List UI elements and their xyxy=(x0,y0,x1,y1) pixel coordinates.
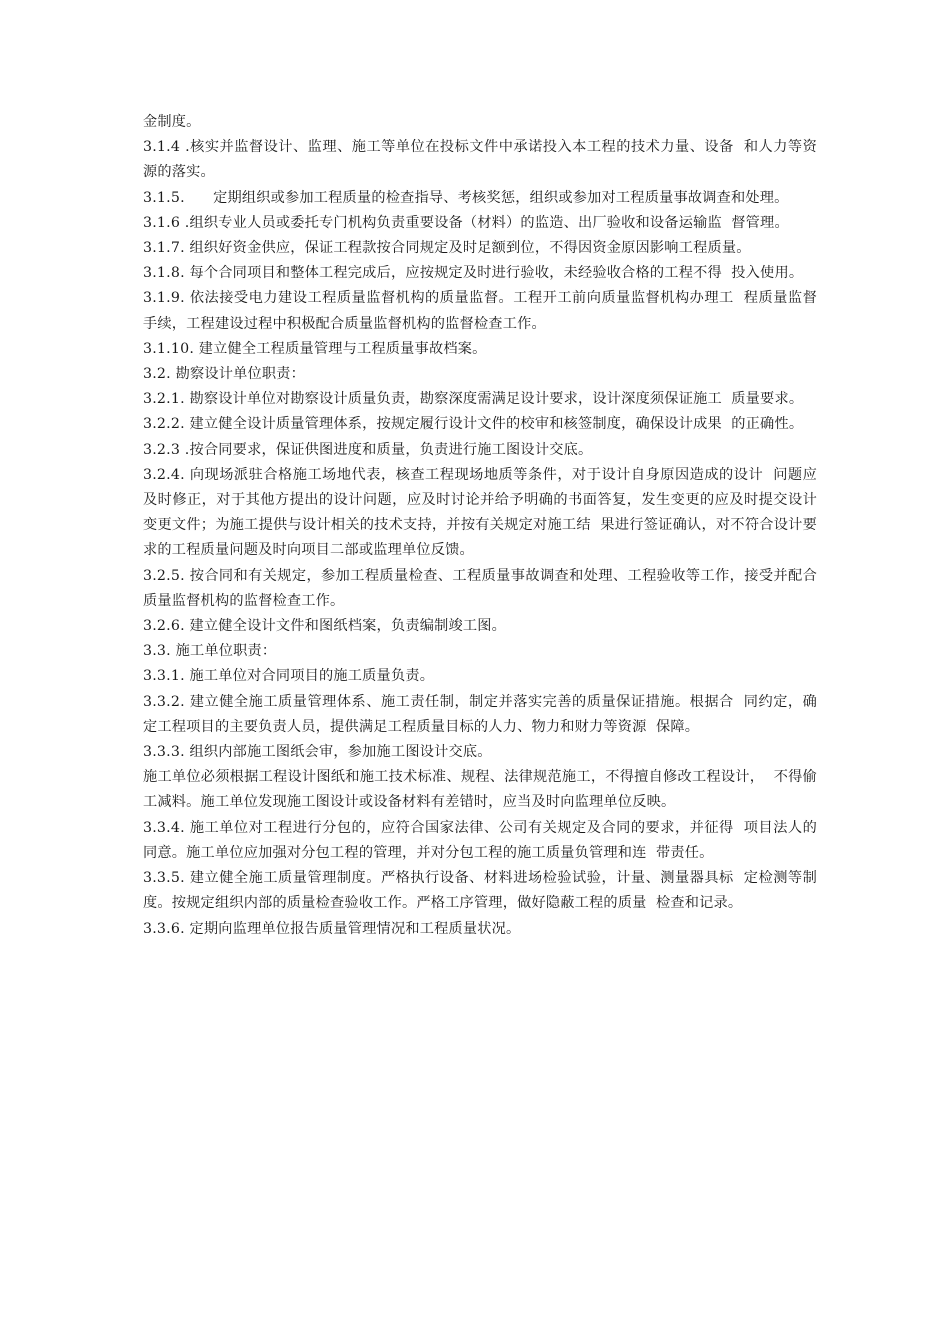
paragraph: 3.3.1. 施工单位对合同项目的施工质量负责。 xyxy=(143,668,435,685)
paragraph: 3.1.7. 组织好资金供应，保证工程款按合同规定及时足额到位，不得因资金原因影响工程质量。 xyxy=(143,240,751,257)
paragraph: 施工单位必须根据工程设计图纸和施工技术标准、规程、法律规范施工，不得擅自修改工程设计， 不得偷工减料。施工单位发现施工图设计或设备材料有差错时，应当及时向监理单位反映。 xyxy=(143,769,817,811)
paragraph: 3.3.2. 建立健全施工质量管理体系、施工责任制，制定并落实完善的质量保证措施。根据合 同约定，确定工程项目的主要负责人员，提供满足工程质量目标的人力、物力和财力等资源 保障。 xyxy=(143,693,817,735)
paragraph: 3.1.8. 每个合同项目和整体工程完成后，应按规定及时进行验收，未经验收合格的工程不得 投入使用。 xyxy=(143,265,804,282)
section-heading: 3.3. 施工单位职责： xyxy=(143,643,277,660)
paragraph: 3.3.6. 定期向监理单位报告质量管理情况和工程质量状况。 xyxy=(143,920,521,937)
document-body xyxy=(143,110,817,942)
paragraph: 3.3.3. 组织内部施工图纸会审，参加施工图设计交底。 xyxy=(143,744,492,761)
paragraph: 3.2.2. 建立健全设计质量管理体系，按规定履行设计文件的校审和核签制度，确保设计成果 的正确性。 xyxy=(143,416,804,433)
paragraph: 3.1.4 .核实并监督设计、监理、施工等单位在投标文件中承诺投入本工程的技术力量、设备 和人力等资源的落实。 xyxy=(143,139,817,181)
paragraph: 3.2.3 .按合同要求，保证供图进度和质量，负责进行施工图设计交底。 xyxy=(143,441,593,458)
paragraph: 3.2.1. 勘察设计单位对勘察设计质量负责，勘察深度需满足设计要求，设计深度须保证施工 质量要求。 xyxy=(143,391,804,408)
paragraph: 3.1.5. 定期组织或参加工程质量的检查指导、考核奖惩，组织或参加对工程质量事故调查和处理。 xyxy=(143,189,789,206)
paragraph: 3.3.4. 施工单位对工程进行分包的，应符合国家法律、公司有关规定及合同的要求，并征得 项目法人的同意。施工单位应加强对分包工程的管理，并对分包工程的施工质量负管理和连 带责任。 xyxy=(143,819,817,861)
paragraph: 3.1.9. 依法接受电力建设工程质量监督机构的质量监督。工程开工前向质量监督机构办理工 程质量监督手续，工程建设过程中积极配合质量监督机构的监督检查工作。 xyxy=(143,290,817,332)
paragraph: 3.1.6 .组织专业人员或委托专门机构负责重要设备（材料）的监造、出厂验收和设备运输监 督管理。 xyxy=(143,214,789,231)
paragraph: 3.2.4. 向现场派驻合格施工场地代表，核查工程现场地质等条件，对于设计自身原因造成的设计 问题应及时修正，对于其他方提出的设计问题，应及时讨论并给予明确的书面答复，发生变更的应及时提交设计变更文件；为施工提供与设计相关的技术支持，并按有关规定对施工结 果进行签证确认，对不符合设计要求的工程质量问题及时向项目二部或监理单位反馈。 xyxy=(143,466,817,559)
paragraph: 3.1.10. 建立健全工程质量管理与工程质量事故档案。 xyxy=(143,340,487,357)
paragraph: 3.2.6. 建立健全设计文件和图纸档案，负责编制竣工图。 xyxy=(143,618,507,635)
paragraph: 金制度。 xyxy=(143,114,201,130)
paragraph: 3.2.5. 按合同和有关规定，参加工程质量检查、工程质量事故调查和处理、工程验收等工作，接受并配合质量监督机构的监督检查工作。 xyxy=(143,567,817,609)
section-heading: 3.2. 勘察设计单位职责： xyxy=(143,366,306,383)
paragraph: 3.3.5. 建立健全施工质量管理制度。严格执行设备、材料进场检验试验，计量、测量器具标 定检测等制度。按规定组织内部的质量检查验收工作。严格工序管理，做好隐蔽工程的质量 检查和记录。 xyxy=(143,870,817,912)
